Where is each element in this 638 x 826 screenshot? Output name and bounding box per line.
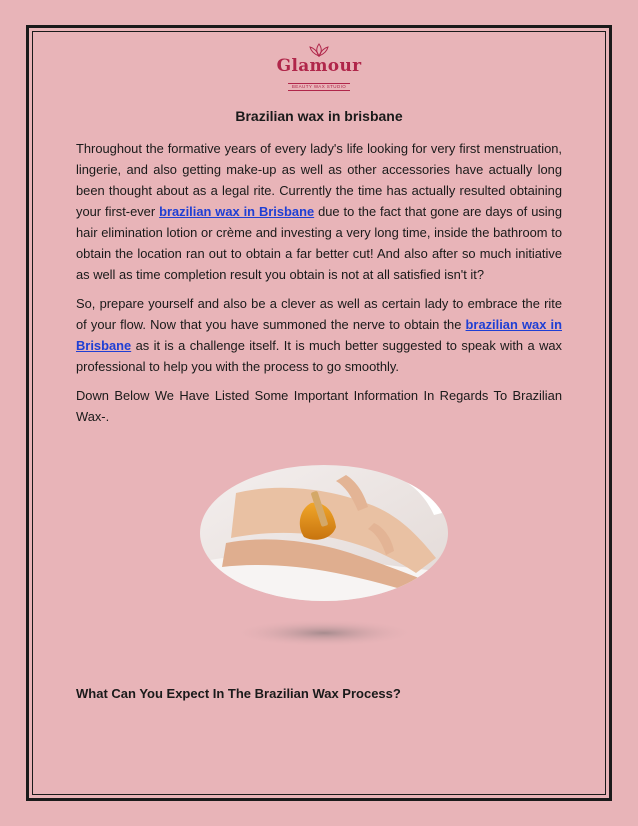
- brand-name: Glamour: [276, 56, 362, 76]
- article-title: Brazilian wax in brisbane: [235, 108, 403, 124]
- article-body: [76, 106, 562, 435]
- section-heading-process: What Can You Expect In The Brazilian Wax Process?: [76, 686, 401, 701]
- brazilian-wax-link-1[interactable]: brazilian wax in Brisbane: [159, 204, 315, 219]
- brazilian-wax-link-2[interactable]: brazilian wax in Brisbane: [76, 317, 562, 353]
- paragraph-info: Down Below We Have Listed Some Important Information In Regards To Brazilian Wax-.: [76, 388, 562, 424]
- paragraph-prepare: So, prepare yourself and also be a clever as well as certain lady to embrace the rite of your flow. Now that you have summoned the nerve to obtain the brazilian wax in Brisbane as it is a challenge itself. It is much better suggested to speak with a wax professional to help you with the process to go smoothly.: [76, 296, 562, 374]
- brand-tagline: BEAUTY WAX STUDIO: [288, 83, 350, 91]
- brand-logo: [268, 42, 370, 92]
- paragraph-intro: Throughout the formative years of every lady's life looking for very first menstruation, lingerie, and also getting make-up as well as other accessories have actually long been thought about as a legal rite. Currently the time has actually resulted obtaining your first-ever brazilian wax in Brisbane due to the fact that gone are days of using hair elimination lotion or crème and investing a very long time, inside the bathroom to obtain the location ran out to obtain a far better cut! And also after so much initiative as well as time completion result you obtain is not at all satisfied isn't it?: [76, 141, 563, 282]
- waxing-leg-image: [196, 463, 452, 659]
